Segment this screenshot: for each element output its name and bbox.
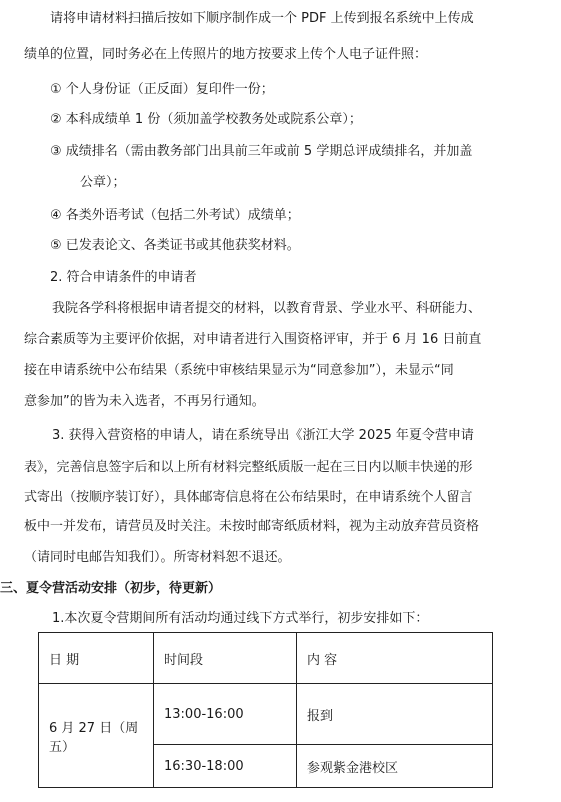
table-header-row [39, 633, 493, 684]
list-item: ③ 成绩排名（需由教务部门出具前三年或前 5 学期总评成绩排名，并加盖 [50, 144, 473, 159]
section-heading: 三、夏令营活动安排（初步，待更新） [0, 581, 222, 596]
time-cell: 16:30-18:00 [154, 745, 297, 788]
paragraph-line: 意参加”的皆为未入选者，不再另行通知。 [24, 394, 265, 409]
list-item: ⑤ 已发表论文、各类证书或其他获奖材料。 [50, 238, 300, 253]
paragraph-line: 绩单的位置，同时务必在上传照片的地方按要求上传个人电子证件照： [24, 47, 428, 62]
header-date: 日 期 [39, 633, 154, 684]
table-row [39, 684, 493, 745]
paragraph-line: 综合素质等为主要评价依据，对申请者进行入围资格评审，并于 6 月 16 日前直 [24, 332, 482, 347]
list-item-continuation: 公章）； [80, 175, 126, 190]
section-heading: 2. 符合申请条件的申请者 [50, 270, 197, 285]
paragraph-line: 接在申请系统中公布结果（系统中审核结果显示为“同意参加”），未显示“同 [24, 363, 454, 378]
content-cell: 参观紫金港校区 [297, 745, 493, 788]
paragraph-line: 板中一并发布，请营员及时关注。未按时邮寄纸质材料，视为主动放弃营员资格 [24, 519, 480, 534]
paragraph-line: 3. 获得入营资格的申请人，请在系统导出《浙江大学 2025 年夏令营申请 [52, 428, 474, 443]
list-item: ④ 各类外语考试（包括二外考试）成绩单； [50, 208, 300, 223]
header-time: 时间段 [154, 633, 297, 684]
list-item: ② 本科成绩单 1 份（须加盖学校教务处或院系公章）； [50, 112, 362, 127]
paragraph-line: 1.本次夏令营期间所有活动均通过线下方式举行，初步安排如下： [52, 611, 429, 626]
content-cell: 报到 [297, 684, 493, 745]
header-content: 内 容 [297, 633, 493, 684]
schedule-table [38, 632, 493, 788]
paragraph-line: 我院各学科将根据申请者提交的材料，以教育背景、学业水平、科研能力、 [52, 301, 482, 316]
paragraph-line: 式寄出（按顺序装订好），具体邮寄信息将在公布结果时，在申请系统个人留言 [24, 490, 473, 505]
paragraph-line: 表》，完善信息签字后和以上所有材料完整纸质版一起在三日内以顺丰快递的形 [24, 460, 473, 475]
time-cell: 13:00-16:00 [154, 684, 297, 745]
list-item: ① 个人身份证（正反面）复印件一份； [50, 82, 274, 97]
date-cell: 6 月 27 日（周五） [39, 684, 154, 788]
paragraph-line: （请同时电邮告知我们）。所寄材料恕不退还。 [24, 550, 291, 565]
paragraph-line: 请将申请材料扫描后按如下顺序制作成一个 PDF 上传到报名系统中上传成 [50, 11, 474, 26]
